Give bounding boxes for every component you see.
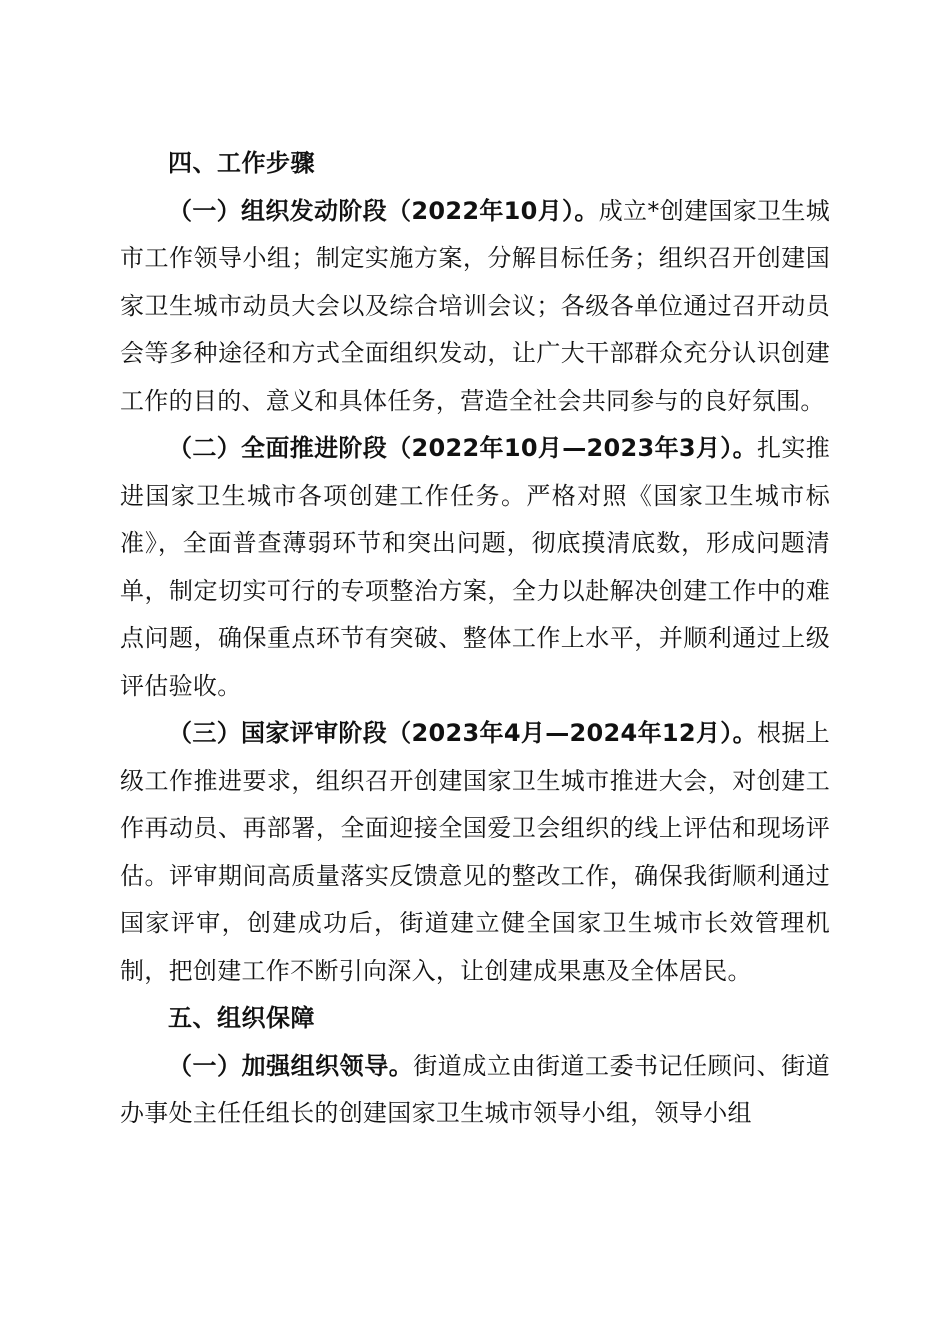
paragraph-mobilization-stage xyxy=(120,188,830,426)
paragraph-lead: （一）加强组织领导。 xyxy=(168,1051,414,1080)
section-heading-organizational-guarantee: 五、组织保障 xyxy=(168,1004,315,1032)
paragraph-body: 街道成立由街道工委书记任顾问、街道办事处主任任组长的创建国家卫生城市领导小组，领导小组 xyxy=(120,1051,830,1127)
section-heading-work-steps: 四、工作步骤 xyxy=(168,149,315,177)
document-body xyxy=(120,140,830,1138)
paragraph-body: 根据上级工作推进要求，组织召开创建国家卫生城市推进大会，对创建工作再动员、再部署，全面迎接全国爱卫会组织的线上评估和现场评估。评审期间高质量落实反馈意见的整改工作，确保我街顺利通过国家评审，创建成功后，街道建立健全国家卫生城市长效管理机制，把创建工作不断引向深入，让创建成果惠及全体居民。 xyxy=(120,719,830,985)
paragraph-strengthen-leadership xyxy=(120,1043,830,1138)
paragraph-lead: （二）全面推进阶段（2022年10月—2023年3月）。 xyxy=(168,434,757,462)
paragraph-body: 扎实推进国家卫生城市各项创建工作任务。严格对照《国家卫生城市标准》，全面普查薄弱环节和突出问题，彻底摸清底数，形成问题清单，制定切实可行的专项整治方案，全力以赴解决创建工作中的难点问题，确保重点环节有突破、整体工作上水平，并顺利通过上级评估验收。 xyxy=(120,434,830,700)
paragraph-lead: （一）组织发动阶段（2022年10月）。 xyxy=(168,196,599,225)
paragraph-lead: （三）国家评审阶段（2023年4月—2024年12月）。 xyxy=(168,719,757,747)
paragraph-national-review-stage xyxy=(120,710,830,995)
paragraph-advancement-stage xyxy=(120,425,830,710)
paragraph-body: 成立*创建国家卫生城市工作领导小组；制定实施方案，分解目标任务；组织召开创建国家卫生城市动员大会以及综合培训会议；各级各单位通过召开动员会等多种途径和方式全面组织发动，让广大干部群众充分认识创建工作的目的、意义和具体任务，营造全社会共同参与的良好氛围。 xyxy=(120,196,831,415)
